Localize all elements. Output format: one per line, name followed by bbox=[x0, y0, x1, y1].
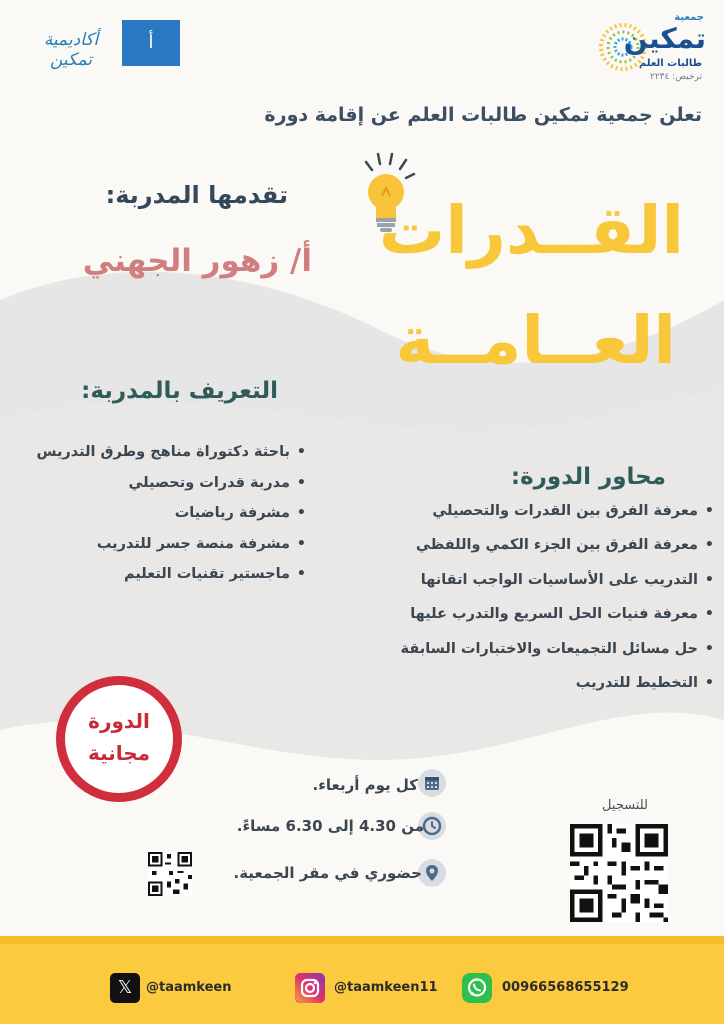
x-logo-icon[interactable]: 𝕏 bbox=[110, 973, 140, 1003]
association-logo bbox=[598, 10, 710, 86]
small-qr-code[interactable] bbox=[148, 852, 192, 896]
badge-line2: مجانية bbox=[87, 741, 151, 765]
list-item: • مشرفة منصة جسر للتدريب bbox=[36, 536, 306, 567]
academy-logo-text: أكاديمية تمكين bbox=[43, 30, 99, 70]
list-item: • التخطيط للتدريب bbox=[401, 675, 714, 709]
association-name: تمكين bbox=[623, 22, 706, 55]
schedule-place: حضوري في مقر الجمعية. bbox=[233, 864, 422, 882]
registration-label: للتسجيل bbox=[602, 798, 648, 813]
schedule-time: من 4.30 إلى 6.30 مساءً. bbox=[236, 817, 424, 835]
list-item: • معرفة فنيات الحل السريع والتدرب عليها bbox=[401, 606, 714, 640]
instagram-handle[interactable]: @taamkeen11 bbox=[334, 980, 438, 995]
free-course-badge bbox=[56, 676, 182, 802]
schedule-day: كل يوم أربعاء. bbox=[312, 776, 418, 794]
presenter-label: تقدمها المدربة: bbox=[105, 181, 288, 209]
whatsapp-number[interactable]: 00966568655129 bbox=[502, 980, 629, 995]
x-handle[interactable]: @taamkeen bbox=[146, 980, 232, 995]
badge-line1: الدورة bbox=[88, 709, 150, 733]
academy-logo bbox=[22, 18, 162, 70]
calendar-icon bbox=[418, 769, 446, 797]
list-item: • حل مسائل التجميعات والاختبارات السابقة bbox=[401, 641, 714, 675]
course-title-line1: القــدرات bbox=[378, 192, 684, 269]
registration-qr-code[interactable] bbox=[570, 824, 668, 922]
academy-logo-mark: أ bbox=[122, 20, 180, 66]
list-item: • باحثة دكتوراة مناهج وطرق التدريس bbox=[36, 444, 306, 475]
instagram-icon[interactable] bbox=[295, 973, 325, 1003]
trainer-bio-list bbox=[36, 444, 306, 597]
whatsapp-icon[interactable] bbox=[462, 973, 492, 1003]
association-label: جمعية bbox=[674, 12, 704, 23]
list-item: • مدربة قدرات وتحصيلي bbox=[36, 475, 306, 506]
course-axes-list bbox=[401, 503, 714, 709]
association-subtitle: طالبات العلم bbox=[638, 58, 702, 69]
list-item: • التدريب على الأساسيات الواجب اتقانها bbox=[401, 572, 714, 606]
license-number: ترخيص: ٢٢٣٤ bbox=[649, 72, 702, 82]
list-item: • معرفة الفرق بين القدرات والتحصيلي bbox=[401, 503, 714, 537]
footer-bar-edge bbox=[0, 936, 724, 944]
list-item: • مشرفة رياضيات bbox=[36, 505, 306, 536]
course-title-line2: العــامــة bbox=[395, 302, 676, 379]
course-axes-title: محاور الدورة: bbox=[510, 464, 666, 490]
trainer-name: أ/ زهور الجهني bbox=[82, 243, 312, 279]
list-item: • ماجستير تقنيات التعليم bbox=[36, 566, 306, 597]
trainer-bio-title: التعريف بالمدربة: bbox=[81, 378, 278, 404]
announcement-text: تعلن جمعية تمكين طالبات العلم عن إقامة دورة bbox=[264, 104, 702, 126]
list-item: • معرفة الفرق بين الجزء الكمي واللفظي bbox=[401, 537, 714, 571]
location-pin-icon bbox=[418, 859, 446, 887]
